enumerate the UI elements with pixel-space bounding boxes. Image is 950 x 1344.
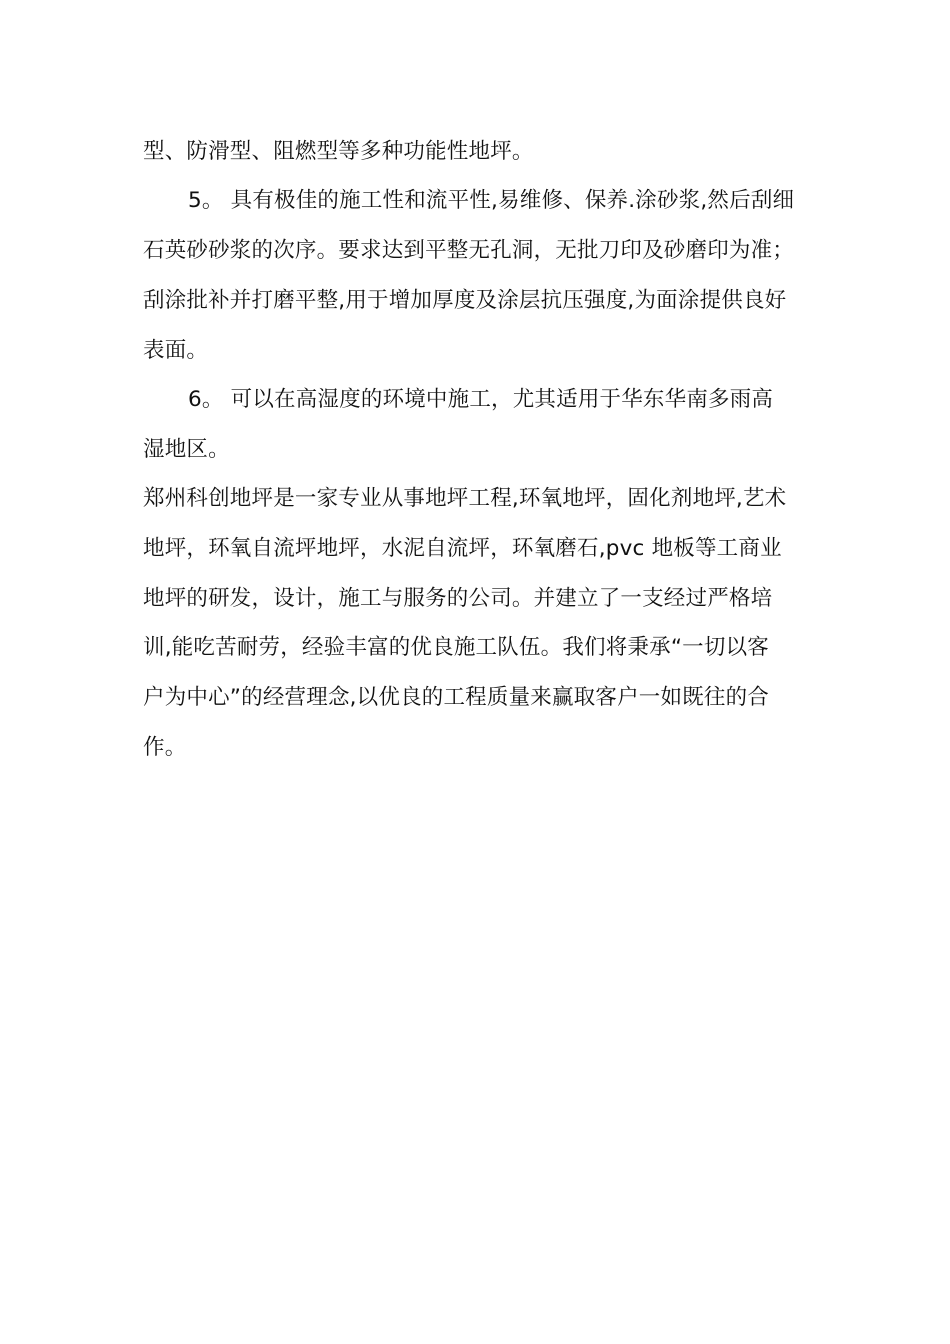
text-line: 6。 可以在高湿度的环境中施工，尤其适用于华东华南多雨高: [188, 387, 774, 412]
text-line: 郑州科创地坪是一家专业从事地坪工程,环氧地坪，固化剂地坪,艺术: [143, 486, 787, 511]
text-line: 表面。: [143, 338, 209, 363]
text-line: 训,能吃苦耐劳，经验丰富的优良施工队伍。我们将秉承“一切以客: [143, 635, 769, 660]
text-line: 5。 具有极佳的施工性和流平性,易维修、保养.涂砂浆,然后刮细: [188, 188, 795, 213]
text-line: 石英砂砂浆的次序。要求达到平整无孔洞，无批刀印及砂磨印为准；: [143, 238, 795, 263]
text-line: 户为中心”的经营理念,以优良的工程质量来赢取客户一如既往的合: [143, 685, 769, 710]
text-line: 型、防滑型、阻燃型等多种功能性地坪。: [143, 139, 534, 164]
text-line: 刮涂批补并打磨平整,用于增加厚度及涂层抗压强度,为面涂提供良好: [143, 288, 787, 313]
text-line: 地坪的研发，设计，施工与服务的公司。并建立了一支经过严格培: [143, 586, 773, 611]
text-line: 地坪，环氧自流坪地坪，水泥自流坪，环氧磨石,pvc 地板等工商业: [143, 536, 782, 561]
text-line: 作。: [143, 735, 187, 760]
text-line: 湿地区。: [143, 437, 230, 462]
